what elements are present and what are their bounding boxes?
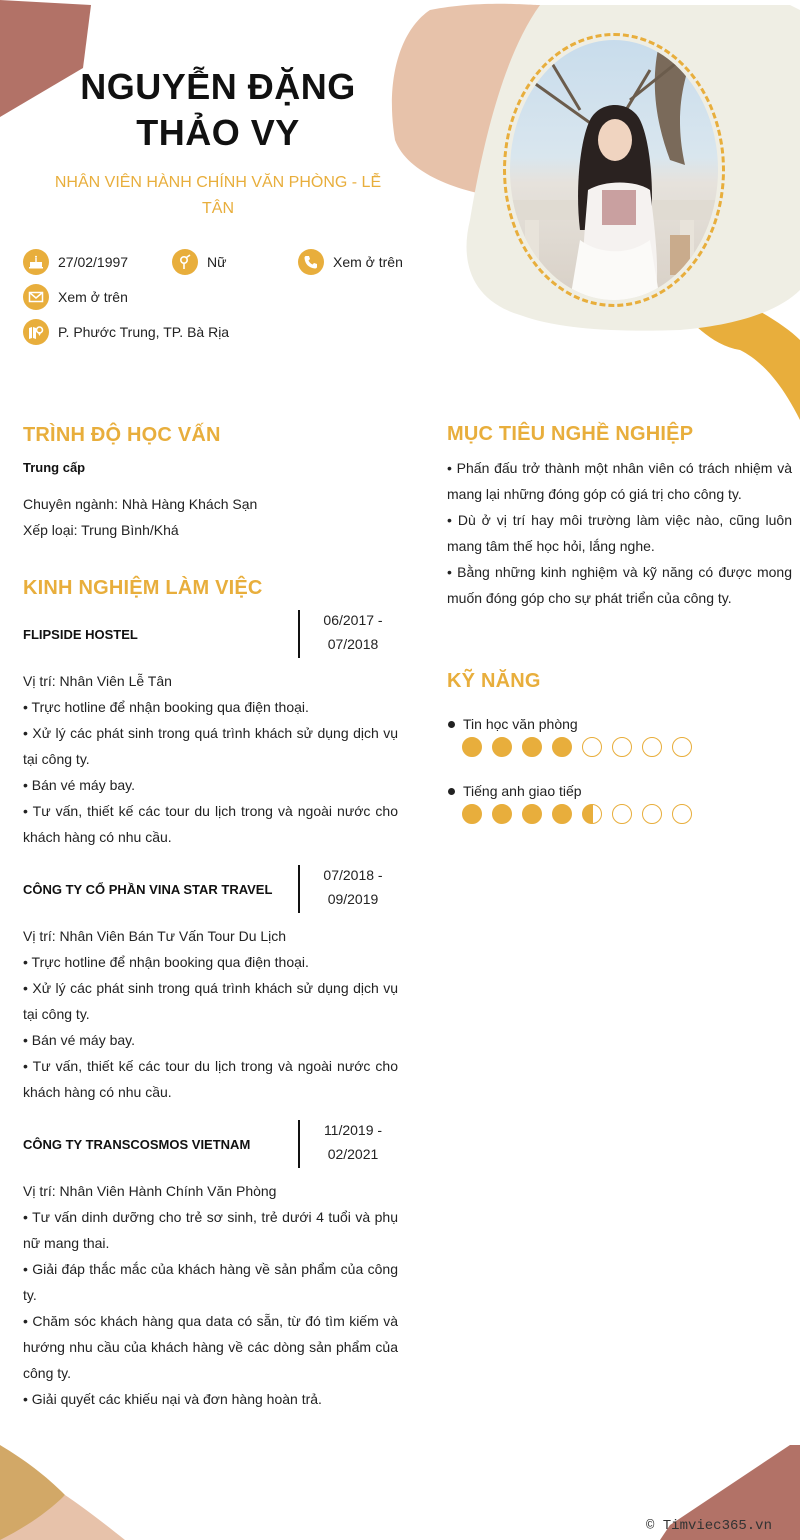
- job-body: [23, 1178, 398, 1412]
- job-date: 06/2017 - 07/2018: [323, 612, 383, 652]
- objective-heading: MỤC TIÊU NGHỀ NGHIỆP: [447, 423, 694, 445]
- education-level: Trung cấp: [23, 460, 86, 475]
- job-duty: • Tư vấn, thiết kế các tour du lịch trong và ngoài nước cho khách hàng có nhu cầu.: [23, 803, 398, 845]
- copyright: © Timviec365.vn: [645, 1518, 772, 1534]
- skill-name: Tiếng anh giao tiếp: [463, 783, 582, 799]
- objective-item: • Bằng những kinh nghiệm và kỹ năng có được mong muốn đóng góp cho sự phát triển của công ty.: [447, 564, 792, 606]
- skills-heading: KỸ NĂNG: [447, 670, 541, 692]
- contact-email: [23, 284, 128, 310]
- contact-gender: [172, 249, 226, 275]
- education-rank: Xếp loại: Trung Bình/Khá: [23, 522, 179, 538]
- map-pin-icon: [23, 319, 49, 345]
- email-value: Xem ở trên: [58, 289, 128, 305]
- candidate-name: [40, 64, 396, 156]
- skill-rating: [462, 804, 727, 824]
- contact-phone: [298, 249, 403, 275]
- job-company: FLIPSIDE HOSTEL: [23, 626, 138, 642]
- job-duty: • Chăm sóc khách hàng qua data có sẵn, từ đó tìm kiếm và hướng nhu cầu của khách hàng về các dòng sản phẩm của công ty.: [23, 1313, 398, 1381]
- job-header: [23, 610, 398, 658]
- objective-body: [447, 455, 792, 611]
- gender-value: Nữ: [207, 254, 227, 270]
- phone-icon: [298, 249, 324, 275]
- education-heading: TRÌNH ĐỘ HỌC VẤN: [23, 424, 221, 446]
- contact-birthday: [23, 249, 128, 275]
- job-header: [23, 865, 398, 913]
- job-duty: • Bán vé máy bay.: [23, 1032, 136, 1048]
- divider: [298, 1120, 300, 1168]
- job-duty: • Trực hotline để nhận booking qua điện thoại.: [23, 699, 309, 715]
- bullet-icon: [448, 721, 455, 728]
- job-date: 07/2018 - 09/2019: [323, 867, 383, 907]
- job-role: Vị trí: Nhân Viên Hành Chính Văn Phòng: [23, 1183, 277, 1199]
- name-line-2: THẢO VY: [136, 112, 300, 153]
- gender-icon: [172, 249, 198, 275]
- birthday-value: 27/02/1997: [58, 254, 129, 270]
- mail-icon: [23, 284, 49, 310]
- job-duty: • Giải đáp thắc mắc của khách hàng về sản phẩm của công ty.: [23, 1261, 398, 1303]
- bottom-left-decor-shapes: [0, 1440, 140, 1540]
- profile-photo: [510, 40, 718, 300]
- objective-item: • Phấn đấu trở thành một nhân viên có trách nhiệm và mang lại những đóng góp có giá trị cho công ty.: [447, 460, 792, 502]
- name-line-1: NGUYỄN ĐẶNG: [80, 66, 356, 107]
- profile-photo-frame: [503, 33, 725, 307]
- objective-item: • Dù ở vị trí hay môi trường làm việc nào, cũng luôn mang tâm thế học hỏi, lắng nghe.: [447, 512, 792, 554]
- divider: [298, 865, 300, 913]
- job-duty: • Giải quyết các khiếu nại và đơn hàng hoàn trả.: [23, 1391, 322, 1407]
- job-date: 11/2019 - 02/2021: [323, 1122, 383, 1162]
- job-duty: • Bán vé máy bay.: [23, 777, 136, 793]
- job-role: Vị trí: Nhân Viên Bán Tư Vấn Tour Du Lịch: [23, 928, 287, 944]
- cake-icon: [23, 249, 49, 275]
- job-duty: • Trực hotline để nhận booking qua điện thoại.: [23, 954, 309, 970]
- experience-heading: KINH NGHIỆM LÀM VIỆC: [23, 577, 263, 599]
- job-duty: • Tư vấn, thiết kế các tour du lịch trong và ngoài nước cho khách hàng có nhu cầu.: [23, 1058, 398, 1100]
- skill-name: Tin học văn phòng: [463, 716, 578, 732]
- job-title: NHÂN VIÊN HÀNH CHÍNH VĂN PHÒNG - LỄ TÂN: [54, 174, 382, 217]
- job-body: [23, 668, 398, 850]
- contact-address: [23, 319, 229, 345]
- bullet-icon: [448, 788, 455, 795]
- job-company: CÔNG TY CỔ PHẦN VINA STAR TRAVEL: [23, 881, 273, 897]
- phone-value: Xem ở trên: [333, 254, 403, 270]
- job-company: CÔNG TY TRANSCOSMOS VIETNAM: [23, 1136, 251, 1152]
- job-duty: • Xử lý các phát sinh trong quá trình khách sử dụng dịch vụ tại công ty.: [23, 725, 398, 767]
- job-duty: • Xử lý các phát sinh trong quá trình khách sử dụng dịch vụ tại công ty.: [23, 980, 398, 1022]
- job-role: Vị trí: Nhân Viên Lễ Tân: [23, 673, 172, 689]
- skill-rating: [462, 737, 727, 757]
- divider: [298, 610, 300, 658]
- address-value: P. Phước Trung, TP. Bà Rịa: [58, 324, 230, 340]
- skill-item: [447, 783, 727, 824]
- job-header: [23, 1120, 398, 1168]
- job-body: [23, 923, 398, 1105]
- skill-item: [447, 716, 727, 757]
- job-duty: • Tư vấn dinh dưỡng cho trẻ sơ sinh, trẻ dưới 4 tuổi và phụ nữ mang thai.: [23, 1209, 398, 1251]
- education-major: Chuyên ngành: Nhà Hàng Khách Sạn: [23, 496, 258, 512]
